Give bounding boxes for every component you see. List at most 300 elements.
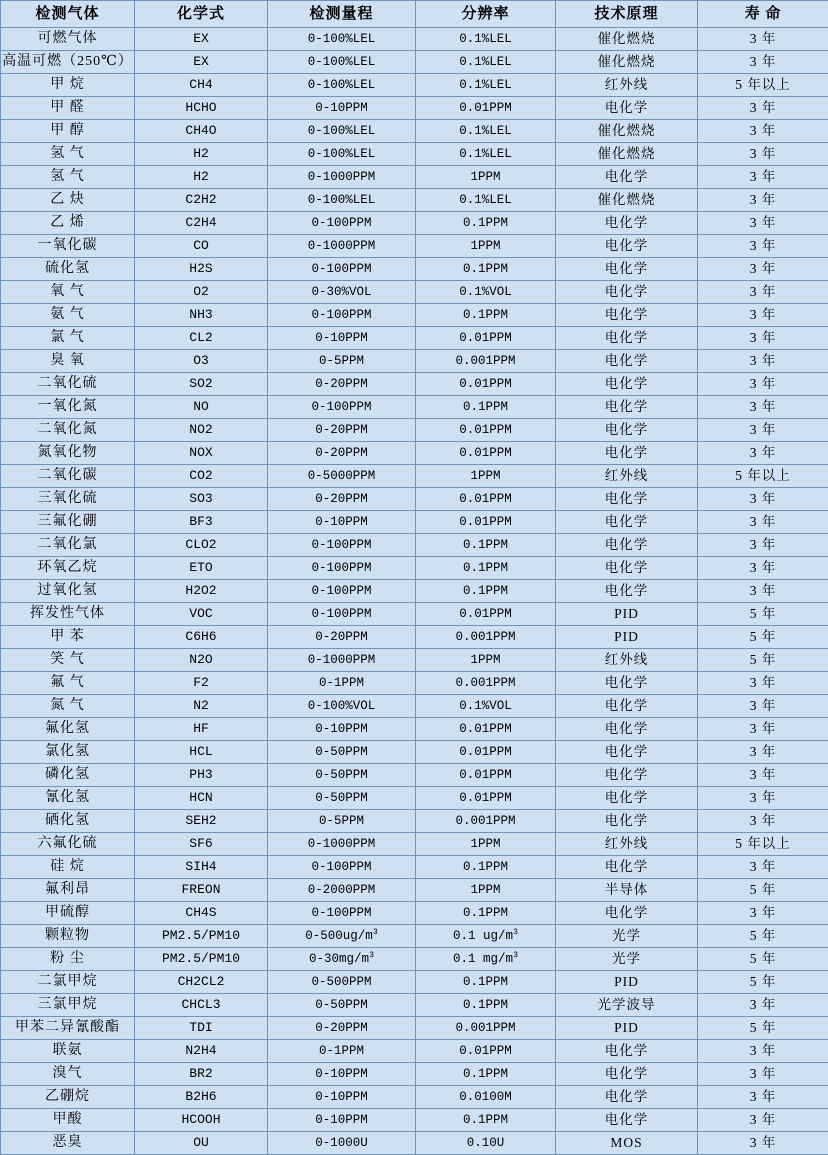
column-header-formula: 化学式 [135,1,268,28]
cell-principle: 电化学 [556,97,698,120]
cell-formula: SIH4 [135,856,268,879]
table-row [1,51,828,74]
cell-principle: 电化学 [556,396,698,419]
cell-life: 3 年 [698,51,828,74]
cell-formula: CO [135,235,268,258]
cell-life: 3 年 [698,143,828,166]
cell-formula: B2H6 [135,1086,268,1109]
cell-principle: 催化燃烧 [556,120,698,143]
cell-principle: 电化学 [556,672,698,695]
cell-formula: NO2 [135,419,268,442]
table-body [1,28,828,1155]
cell-range: 0-1000PPM [268,166,416,189]
table-row [1,971,828,994]
table-row [1,695,828,718]
cell-principle: 催化燃烧 [556,28,698,51]
cell-gas-name: 联氨 [1,1040,135,1063]
table-row [1,1017,828,1040]
cell-range: 0-100%LEL [268,120,416,143]
cell-resolution: 0.1 $mg/m^3$ [416,948,556,971]
cell-range: $0-30mg/m^3$ [268,948,416,971]
cell-formula: PM2.5/PM10 [135,948,268,971]
table-row [1,741,828,764]
cell-life: 3 年 [698,557,828,580]
table-row [1,488,828,511]
cell-formula: O3 [135,350,268,373]
cell-life: 3 年 [698,718,828,741]
cell-resolution: 0.1%LEL [416,120,556,143]
cell-resolution: 0.01PPM [416,1040,556,1063]
cell-gas-name: 硒化氢 [1,810,135,833]
cell-resolution: 0.1%LEL [416,143,556,166]
cell-principle: 催化燃烧 [556,51,698,74]
cell-gas-name: 甲 醛 [1,97,135,120]
cell-resolution: 0.01PPM [416,603,556,626]
cell-range: 0-5PPM [268,350,416,373]
table-row [1,626,828,649]
cell-resolution: 0.1PPM [416,304,556,327]
cell-principle: 电化学 [556,350,698,373]
table-row [1,787,828,810]
cell-range: 0-1000PPM [268,649,416,672]
cell-gas-name: 环氧乙烷 [1,557,135,580]
cell-gas-name: 一氧化碳 [1,235,135,258]
cell-principle: 催化燃烧 [556,143,698,166]
cell-life: 5 年 [698,1017,828,1040]
cell-life: 3 年 [698,580,828,603]
table-row [1,1132,828,1155]
cell-resolution: 1PPM [416,879,556,902]
cell-resolution: 0.001PPM [416,810,556,833]
table-row [1,304,828,327]
cell-life: 5 年 [698,603,828,626]
column-header-resolution: 分辨率 [416,1,556,28]
cell-principle: 红外线 [556,74,698,97]
cell-range: 0-10PPM [268,97,416,120]
cell-gas-name: 甲硫醇 [1,902,135,925]
cell-principle: 电化学 [556,1109,698,1132]
cell-life: 5 年 [698,971,828,994]
cell-gas-name: 颗粒物 [1,925,135,948]
cell-life: 3 年 [698,672,828,695]
cell-range: 0-100PPM [268,856,416,879]
cell-formula: C2H2 [135,189,268,212]
cell-resolution: 1PPM [416,166,556,189]
cell-resolution: 1PPM [416,833,556,856]
cell-range: 0-100PPM [268,557,416,580]
cell-life: 3 年 [698,327,828,350]
cell-principle: 红外线 [556,833,698,856]
cell-resolution: 0.1PPM [416,856,556,879]
cell-life: 3 年 [698,810,828,833]
table-row [1,74,828,97]
cell-principle: 电化学 [556,258,698,281]
cell-formula: HCL [135,741,268,764]
cell-gas-name: 六氟化硫 [1,833,135,856]
cell-resolution: 0.01PPM [416,764,556,787]
cell-range: 0-1PPM [268,1040,416,1063]
table-row [1,511,828,534]
cell-resolution: 0.001PPM [416,350,556,373]
table-row [1,856,828,879]
cell-range: 0-100PPM [268,580,416,603]
cell-gas-name: 乙硼烷 [1,1086,135,1109]
cell-gas-name: 甲 苯 [1,626,135,649]
cell-range: 0-20PPM [268,442,416,465]
cell-formula: CHCL3 [135,994,268,1017]
cell-life: 5 年以上 [698,74,828,97]
cell-principle: 红外线 [556,465,698,488]
cell-principle: 电化学 [556,580,698,603]
cell-gas-name: 氢 气 [1,143,135,166]
cell-principle: 电化学 [556,212,698,235]
cell-life: 3 年 [698,902,828,925]
cell-range: 0-1000PPM [268,833,416,856]
cell-formula: CO2 [135,465,268,488]
table-row [1,810,828,833]
cell-life: 3 年 [698,488,828,511]
cell-range: 0-100%LEL [268,28,416,51]
cell-resolution: 0.001PPM [416,672,556,695]
cell-gas-name: 挥发性气体 [1,603,135,626]
cell-life: 3 年 [698,235,828,258]
cell-formula: SF6 [135,833,268,856]
cell-life: 3 年 [698,258,828,281]
cell-resolution: 0.01PPM [416,488,556,511]
cell-range: 0-5000PPM [268,465,416,488]
table-row [1,1109,828,1132]
cell-resolution: 0.1PPM [416,258,556,281]
cell-formula: C2H4 [135,212,268,235]
cell-principle: 电化学 [556,856,698,879]
cell-life: 3 年 [698,1132,828,1155]
table-row [1,649,828,672]
cell-range: 0-10PPM [268,1086,416,1109]
table-row [1,212,828,235]
cell-range: 0-50PPM [268,764,416,787]
cell-principle: 催化燃烧 [556,189,698,212]
cell-principle: 电化学 [556,810,698,833]
cell-range: 0-30%VOL [268,281,416,304]
cell-formula: ETO [135,557,268,580]
cell-principle: 红外线 [556,649,698,672]
cell-resolution: 0.1PPM [416,994,556,1017]
table-row [1,672,828,695]
cell-gas-name: 二氯甲烷 [1,971,135,994]
cell-gas-name: 一氧化氮 [1,396,135,419]
cell-gas-name: 三氧化硫 [1,488,135,511]
table-header-row [1,1,828,28]
cell-range: 0-1000U [268,1132,416,1155]
cell-resolution: 0.1PPM [416,212,556,235]
cell-principle: 电化学 [556,373,698,396]
cell-principle: 光学 [556,925,698,948]
cell-resolution: 0.1PPM [416,557,556,580]
cell-range: 0-10PPM [268,718,416,741]
cell-gas-name: 三氟化硼 [1,511,135,534]
cell-principle: 电化学 [556,787,698,810]
table-row [1,166,828,189]
cell-principle: 电化学 [556,235,698,258]
cell-range: 0-1PPM [268,672,416,695]
cell-life: 3 年 [698,350,828,373]
cell-resolution: 0.1%VOL [416,281,556,304]
cell-gas-name: 溴气 [1,1063,135,1086]
cell-range: 0-20PPM [268,488,416,511]
cell-principle: 电化学 [556,695,698,718]
table-row [1,1063,828,1086]
cell-life: 3 年 [698,166,828,189]
cell-resolution: 0.1PPM [416,396,556,419]
cell-formula: SO2 [135,373,268,396]
cell-gas-name: 二氧化氮 [1,419,135,442]
table-row [1,143,828,166]
cell-formula: PM2.5/PM10 [135,925,268,948]
table-row [1,603,828,626]
cell-gas-name: 硅 烷 [1,856,135,879]
cell-range: 0-100PPM [268,534,416,557]
cell-life: 3 年 [698,419,828,442]
column-header-life: 寿 命 [698,1,828,28]
cell-gas-name: 二氧化碳 [1,465,135,488]
cell-principle: 电化学 [556,534,698,557]
table-row [1,419,828,442]
cell-gas-name: 乙 炔 [1,189,135,212]
cell-range: 0-100%LEL [268,51,416,74]
cell-principle: 电化学 [556,304,698,327]
cell-gas-name: 乙 烯 [1,212,135,235]
cell-principle: MOS [556,1132,698,1155]
table-row [1,258,828,281]
cell-principle: 电化学 [556,281,698,304]
cell-gas-name: 二氧化硫 [1,373,135,396]
cell-life: 5 年以上 [698,833,828,856]
table-row [1,833,828,856]
cell-formula: CH2CL2 [135,971,268,994]
cell-range: 0-10PPM [268,1063,416,1086]
cell-life: 3 年 [698,1063,828,1086]
cell-resolution: 0.10U [416,1132,556,1155]
table-row [1,764,828,787]
table-row [1,28,828,51]
cell-resolution: 0.1PPM [416,1109,556,1132]
cell-gas-name: 氧 气 [1,281,135,304]
cell-range: 0-100PPM [268,304,416,327]
cell-resolution: 0.1PPM [416,1063,556,1086]
cell-formula: TDI [135,1017,268,1040]
cell-gas-name: 硫化氢 [1,258,135,281]
cell-range: 0-100PPM [268,212,416,235]
table-row [1,373,828,396]
table-row [1,442,828,465]
cell-principle: 电化学 [556,764,698,787]
cell-resolution: 0.1%LEL [416,74,556,97]
cell-life: 3 年 [698,856,828,879]
cell-range: 0-50PPM [268,787,416,810]
table-row [1,97,828,120]
cell-formula: CLO2 [135,534,268,557]
cell-resolution: 0.1PPM [416,534,556,557]
cell-resolution: 0.1 $ug/m^3$ [416,925,556,948]
cell-gas-name: 二氧化氯 [1,534,135,557]
table-row [1,235,828,258]
cell-formula: H2 [135,166,268,189]
cell-range: 0-20PPM [268,1017,416,1040]
cell-resolution: 0.1%LEL [416,51,556,74]
cell-resolution: 0.001PPM [416,1017,556,1040]
cell-gas-name: 磷化氢 [1,764,135,787]
cell-formula: H2 [135,143,268,166]
cell-principle: 电化学 [556,902,698,925]
cell-range: 0-100PPM [268,603,416,626]
cell-formula: H2O2 [135,580,268,603]
cell-life: 3 年 [698,396,828,419]
cell-formula: HCOOH [135,1109,268,1132]
table-row [1,948,828,971]
cell-formula: NH3 [135,304,268,327]
cell-life: 3 年 [698,994,828,1017]
cell-gas-name: 甲苯二异氰酸酯 [1,1017,135,1040]
cell-resolution: 0.01PPM [416,511,556,534]
cell-formula: OU [135,1132,268,1155]
cell-life: 3 年 [698,212,828,235]
table-row [1,879,828,902]
cell-gas-name: 氯 气 [1,327,135,350]
cell-formula: N2O [135,649,268,672]
cell-resolution: 1PPM [416,465,556,488]
cell-range: 0-100%VOL [268,695,416,718]
cell-principle: PID [556,1017,698,1040]
table-row [1,1086,828,1109]
cell-gas-name: 氨 气 [1,304,135,327]
cell-principle: PID [556,603,698,626]
cell-life: 3 年 [698,28,828,51]
cell-formula: CH4S [135,902,268,925]
cell-range: 0-2000PPM [268,879,416,902]
cell-formula: NO [135,396,268,419]
cell-principle: 电化学 [556,166,698,189]
cell-range: 0-500PPM [268,971,416,994]
cell-range: 0-20PPM [268,373,416,396]
cell-life: 5 年 [698,626,828,649]
cell-principle: 电化学 [556,741,698,764]
cell-resolution: 0.1%VOL [416,695,556,718]
cell-principle: 电化学 [556,511,698,534]
cell-life: 3 年 [698,189,828,212]
cell-formula: PH3 [135,764,268,787]
cell-life: 3 年 [698,281,828,304]
cell-range: 0-10PPM [268,511,416,534]
table-row [1,994,828,1017]
cell-life: 3 年 [698,120,828,143]
cell-gas-name: 恶臭 [1,1132,135,1155]
cell-life: 5 年 [698,649,828,672]
table-row [1,534,828,557]
cell-formula: C6H6 [135,626,268,649]
cell-gas-name: 氟化氢 [1,718,135,741]
table-row [1,557,828,580]
cell-life: 3 年 [698,1109,828,1132]
cell-gas-name: 氟利昂 [1,879,135,902]
cell-range: 0-100PPM [268,258,416,281]
cell-range: 0-50PPM [268,994,416,1017]
cell-resolution: 0.1PPM [416,971,556,994]
cell-range: 0-20PPM [268,626,416,649]
cell-life: 3 年 [698,373,828,396]
cell-gas-name: 高温可燃（250℃） [1,51,135,74]
table-row [1,189,828,212]
cell-principle: 电化学 [556,442,698,465]
cell-formula: SO3 [135,488,268,511]
cell-principle: PID [556,626,698,649]
cell-gas-name: 过氧化氢 [1,580,135,603]
cell-gas-name: 氮氧化物 [1,442,135,465]
cell-principle: 电化学 [556,327,698,350]
cell-gas-name: 氯化氢 [1,741,135,764]
table-row [1,120,828,143]
cell-resolution: 0.0100M [416,1086,556,1109]
cell-gas-name: 氮 气 [1,695,135,718]
cell-resolution: 0.1PPM [416,580,556,603]
column-header-gas: 检测气体 [1,1,135,28]
cell-gas-name: 氟 气 [1,672,135,695]
cell-principle: PID [556,971,698,994]
table-row [1,580,828,603]
cell-formula: N2H4 [135,1040,268,1063]
cell-range: 0-10PPM [268,1109,416,1132]
table-row [1,1040,828,1063]
cell-gas-name: 臭 氧 [1,350,135,373]
table-row [1,925,828,948]
cell-formula: FREON [135,879,268,902]
cell-life: 5 年 [698,879,828,902]
cell-principle: 电化学 [556,1086,698,1109]
cell-life: 3 年 [698,1086,828,1109]
cell-formula: EX [135,51,268,74]
cell-formula: NOX [135,442,268,465]
table-row [1,465,828,488]
cell-life: 3 年 [698,764,828,787]
cell-formula: VOC [135,603,268,626]
cell-range: $0-500ug/m^3$ [268,925,416,948]
cell-formula: HF [135,718,268,741]
cell-gas-name: 氢 气 [1,166,135,189]
cell-life: 3 年 [698,442,828,465]
cell-resolution: 0.01PPM [416,327,556,350]
cell-principle: 电化学 [556,557,698,580]
cell-formula: F2 [135,672,268,695]
cell-gas-name: 氰化氢 [1,787,135,810]
table-row [1,327,828,350]
cell-gas-name: 三氯甲烷 [1,994,135,1017]
cell-principle: 电化学 [556,718,698,741]
cell-principle: 电化学 [556,488,698,511]
cell-formula: SEH2 [135,810,268,833]
table-row [1,350,828,373]
cell-principle: 电化学 [556,419,698,442]
cell-formula: HCN [135,787,268,810]
cell-resolution: 0.01PPM [416,97,556,120]
cell-gas-name: 粉 尘 [1,948,135,971]
cell-life: 3 年 [698,97,828,120]
cell-formula: CL2 [135,327,268,350]
cell-range: 0-20PPM [268,419,416,442]
cell-life: 3 年 [698,511,828,534]
cell-life: 5 年 [698,925,828,948]
cell-gas-name: 可燃气体 [1,28,135,51]
table-row [1,718,828,741]
cell-formula: CH4 [135,74,268,97]
